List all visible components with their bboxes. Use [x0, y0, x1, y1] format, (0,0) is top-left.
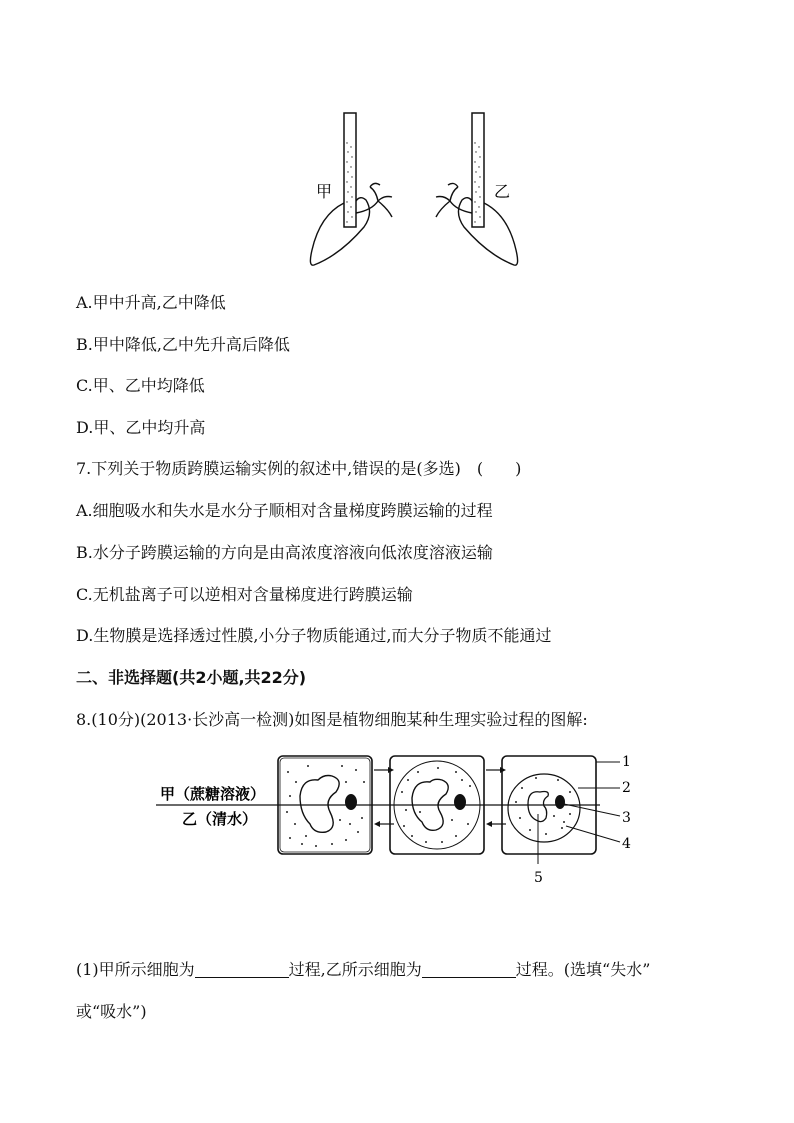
answer-blank-2[interactable] — [422, 961, 516, 978]
osmosis-figure — [300, 105, 540, 275]
label-sucrose: 甲（蔗糖溶液） — [160, 785, 266, 803]
label-jia: 甲 — [316, 182, 333, 201]
num-4: 4 — [622, 836, 631, 852]
q8-part1-text-c: 过程。(选填“失水” — [515, 960, 651, 979]
q7-option-c: C.无机盐离子可以逆相对含量梯度进行跨膜运输 — [76, 585, 413, 604]
num-1: 1 — [622, 754, 631, 770]
q6-option-b: B.甲中降低,乙中先升高后降低 — [76, 335, 290, 354]
q6-option-c: C.甲、乙中均降低 — [76, 376, 205, 395]
num-5: 5 — [534, 870, 543, 886]
num-3: 3 — [622, 810, 631, 826]
label-water: 乙（清水） — [182, 810, 258, 828]
q7-option-a: A.细胞吸水和失水是水分子顺相对含量梯度跨膜运输的过程 — [76, 501, 493, 520]
q6-option-a: A.甲中升高,乙中降低 — [76, 293, 226, 312]
q8-part1-text-a: (1)甲所示细胞为 — [76, 960, 195, 979]
q8-part1-line2: 或“吸水”) — [76, 1002, 147, 1021]
q7-stem: 7.下列关于物质跨膜运输实例的叙述中,错误的是(多选) ( ) — [76, 459, 522, 478]
section-heading: 二、非选择题(共2小题,共22分) — [76, 668, 307, 687]
q7-option-d: D.生物膜是选择透过性膜,小分子物质能通过,而大分子物质不能通过 — [76, 626, 552, 645]
q8-part1-text-b: 过程,乙所示细胞为 — [288, 960, 422, 979]
answer-blank-1[interactable] — [195, 961, 289, 978]
num-2: 2 — [622, 780, 631, 796]
q8-stem: 8.(10分)(2013·长沙高一检测)如图是植物细胞某种生理实验过程的图解: — [76, 710, 588, 729]
label-yi: 乙 — [494, 182, 511, 201]
q7-option-b: B.水分子跨膜运输的方向是由高浓度溶液向低浓度溶液运输 — [76, 543, 493, 562]
q8-part1-line1 — [76, 960, 650, 980]
q6-option-d: D.甲、乙中均升高 — [76, 418, 206, 437]
plant-cell-figure — [150, 752, 650, 892]
